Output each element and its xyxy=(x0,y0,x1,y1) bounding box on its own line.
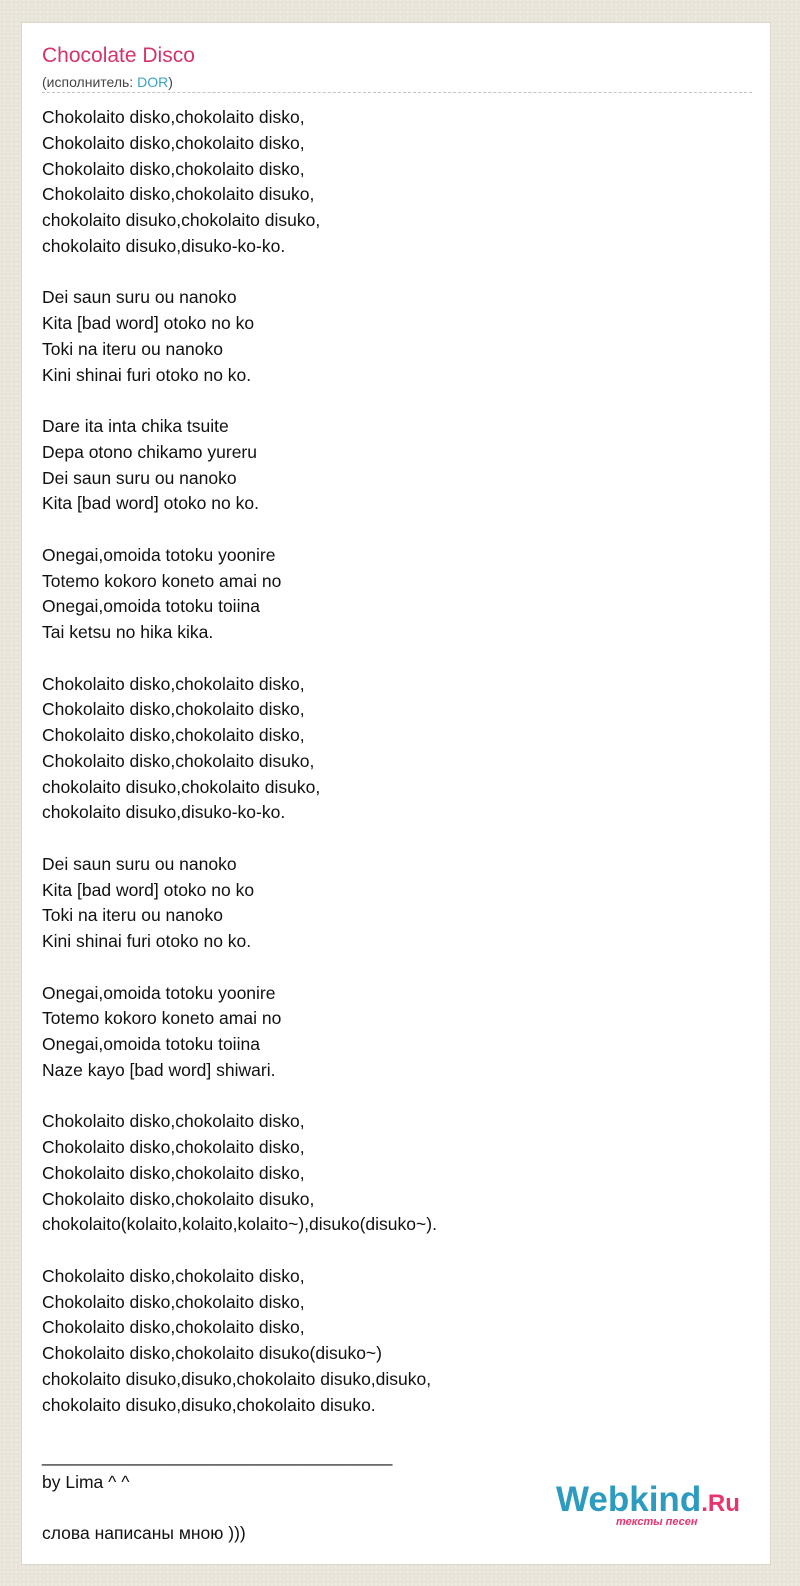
lyric-line: Kita [bad word] otoko no ko. xyxy=(42,493,259,514)
lyric-line: Dei saun suru ou nanoko xyxy=(42,853,237,874)
lyric-line: Onegai,omoida totoku toiina xyxy=(42,596,260,617)
lyric-line: Chokolaito disko,chokolaito disko, xyxy=(42,1137,305,1157)
lyric-line: chokolaito(kolaito,kolaito,kolaito~),disuko(disuko~). xyxy=(42,1214,437,1235)
lyric-line: слова написаны мною ))) xyxy=(42,1523,246,1544)
lyric-line: Chokolaito disko,chokolaito disuko, xyxy=(42,1188,315,1209)
title-separator xyxy=(42,92,752,93)
logo-word: Webkind xyxy=(556,1480,702,1519)
lyric-line: by Lima ^ ^ xyxy=(42,1471,130,1492)
lyrics-card xyxy=(21,22,771,1565)
lyric-line: Chokolaito disko,chokolaito disko, xyxy=(42,1317,305,1338)
artist-line xyxy=(42,73,173,91)
lyric-line: Depa otono chikamo yureru xyxy=(42,441,257,462)
lyric-line: Totemo kokoro koneto amai no xyxy=(42,1008,282,1029)
lyric-line: Dei saun suru ou nanoko xyxy=(42,467,237,488)
lyric-line: Chokolaito disko,chokolaito disko, xyxy=(42,107,305,127)
lyric-line: Dare ita inta chika tsuite xyxy=(42,416,229,436)
lyric-blank-line xyxy=(42,1238,742,1264)
lyric-line: Naze kayo [bad word] shiwari. xyxy=(42,1059,276,1080)
lyric-line: Toki na iteru ou nanoko xyxy=(42,338,223,359)
lyric-line: Totemo kokoro koneto amai no xyxy=(42,570,282,591)
lyric-blank-line xyxy=(42,955,742,981)
lyric-line: Chokolaito disko,chokolaito disko, xyxy=(42,1111,305,1132)
lyric-line: Kita [bad word] otoko no ko xyxy=(42,879,255,900)
lyric-line: Chokolaito disko,chokolaito disko, xyxy=(42,1291,305,1312)
lyric-line: Dei saun suru ou nanoko xyxy=(42,287,237,308)
lyric-line: chokolaito disuko,disuko,chokolaito disuko,disuko, xyxy=(42,1368,432,1389)
lyric-blank-line xyxy=(42,388,742,414)
lyric-line: Kita [bad word] otoko no ko xyxy=(42,313,255,333)
lyric-blank-line xyxy=(42,646,742,672)
lyric-line: Onegai,omoida totoku yoonire xyxy=(42,544,276,565)
lyric-blank-line xyxy=(42,1084,742,1110)
lyric-line: chokolaito disuko,disuko-ko-ko. xyxy=(42,802,286,823)
lyric-line: Chokolaito disko,chokolaito disko, xyxy=(42,725,305,745)
lyrics-text xyxy=(42,105,742,1547)
logo-tagline: тексты песен xyxy=(616,1516,698,1528)
lyric-line: chokolaito disuko,disuko-ko-ko. xyxy=(42,235,286,256)
lyric-line: Chokolaito disko,chokolaito disko, xyxy=(42,1265,305,1286)
lyric-line: Toki na iteru ou nanoko xyxy=(42,905,223,926)
lyric-line: Chokolaito disko,chokolaito disko, xyxy=(42,132,305,153)
song-title: Chocolate Disco xyxy=(42,44,195,67)
lyric-line: Kini shinai furi otoko no ko. xyxy=(42,364,252,385)
lyric-line: chokolaito disuko,chokolaito disuko, xyxy=(42,776,321,797)
lyric-line: chokolaito disuko,chokolaito disuko, xyxy=(42,210,321,230)
lyric-line: Onegai,omoida totoku toiina xyxy=(42,1034,260,1054)
artist-link[interactable]: DOR xyxy=(137,74,169,90)
lyric-blank-line xyxy=(42,260,742,286)
lyric-line: ____________________________________ xyxy=(42,1446,393,1466)
lyric-line: Kini shinai furi otoko no ko. xyxy=(42,931,252,951)
lyric-line: chokolaito disuko,disuko,chokolaito disuko. xyxy=(42,1394,376,1415)
artist-suffix: ) xyxy=(168,74,173,90)
lyric-line: Chokolaito disko,chokolaito disko, xyxy=(42,1162,305,1183)
lyric-blank-line xyxy=(42,826,742,852)
logo-tld: .Ru xyxy=(701,1490,740,1517)
lyric-blank-line xyxy=(42,517,742,543)
lyric-line: Chokolaito disko,chokolaito disko, xyxy=(42,673,305,694)
lyric-line: Chokolaito disko,chokolaito disuko(disuko~) xyxy=(42,1343,382,1363)
lyric-line: Chokolaito disko,chokolaito disko, xyxy=(42,699,305,720)
artist-prefix: (исполнитель: xyxy=(42,74,138,90)
lyric-line: Chokolaito disko,chokolaito disko, xyxy=(42,158,305,179)
lyric-line: Chokolaito disko,chokolaito disuko, xyxy=(42,184,315,205)
lyric-line: Tai ketsu no hika kika. xyxy=(42,622,214,642)
lyric-line: Onegai,omoida totoku yoonire xyxy=(42,982,276,1003)
lyric-line: Chokolaito disko,chokolaito disuko, xyxy=(42,750,315,771)
lyric-blank-line xyxy=(42,1418,742,1444)
site-logo[interactable] xyxy=(556,1480,746,1540)
